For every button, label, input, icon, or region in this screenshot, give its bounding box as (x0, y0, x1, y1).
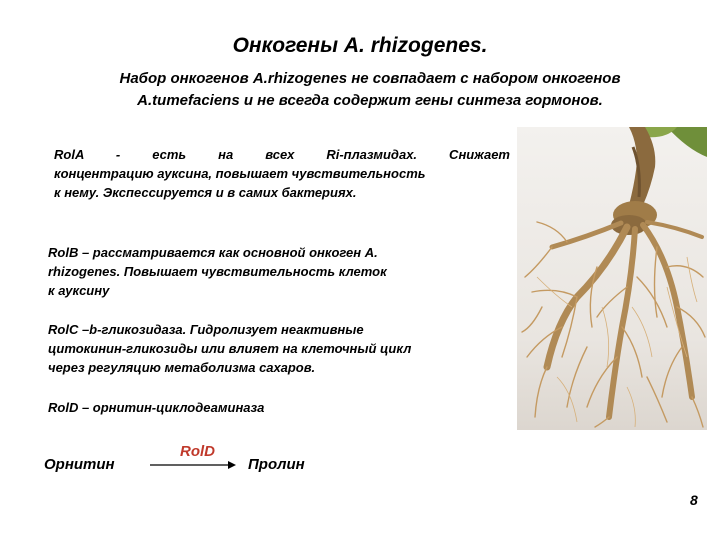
product-label: Пролин (248, 456, 305, 473)
rola-line-2: концентрацию ауксина, повышает чувствительность (54, 166, 426, 181)
rolc-line-2: цитокинин-гликозиды или влияет на клеточный цикл (48, 341, 412, 356)
reaction-arrow (148, 458, 240, 472)
slide-title: Онкогены A. rhizogenes. (232, 34, 488, 57)
rola-paragraph (54, 145, 510, 202)
substrate-label: Орнитин (44, 456, 115, 473)
subtitle-line-1: Набор онкогенов A.rhizogenes не совпадает с набором онкогенов (119, 70, 621, 87)
rola-line-3: к нему. Экспессируется и в самих бактериях. (54, 185, 357, 200)
subtitle-line-2: A.tumefaciens и не всегда содержит гены синтеза гормонов. (137, 92, 603, 109)
rolb-line-3: к ауксину (48, 283, 110, 298)
rolb-paragraph (48, 243, 488, 300)
rola-line-1: RolA - есть на всех Ri-плазмидах. Снижает (54, 147, 510, 162)
hairy-roots-photo (517, 127, 707, 430)
rolb-line-2: rhizogenes. Повышает чувствительность клеток (48, 264, 387, 279)
rolb-line-1: RolB – рассматривается как основной онкоген A. (48, 245, 378, 260)
page-number: 8 (690, 492, 698, 508)
enzyme-label: RolD (180, 443, 215, 460)
rold-line-1: RolD – орнитин-циклодеаминаза (48, 400, 265, 415)
rolc-line-3: через регуляцию метаболизма сахаров. (48, 360, 316, 375)
slide-subtitle (40, 68, 700, 112)
rolc-paragraph (48, 320, 508, 377)
rold-paragraph (48, 398, 448, 417)
rolc-line-1: RolC –b-гликозидаза. Гидролизует неактивные (48, 322, 364, 337)
